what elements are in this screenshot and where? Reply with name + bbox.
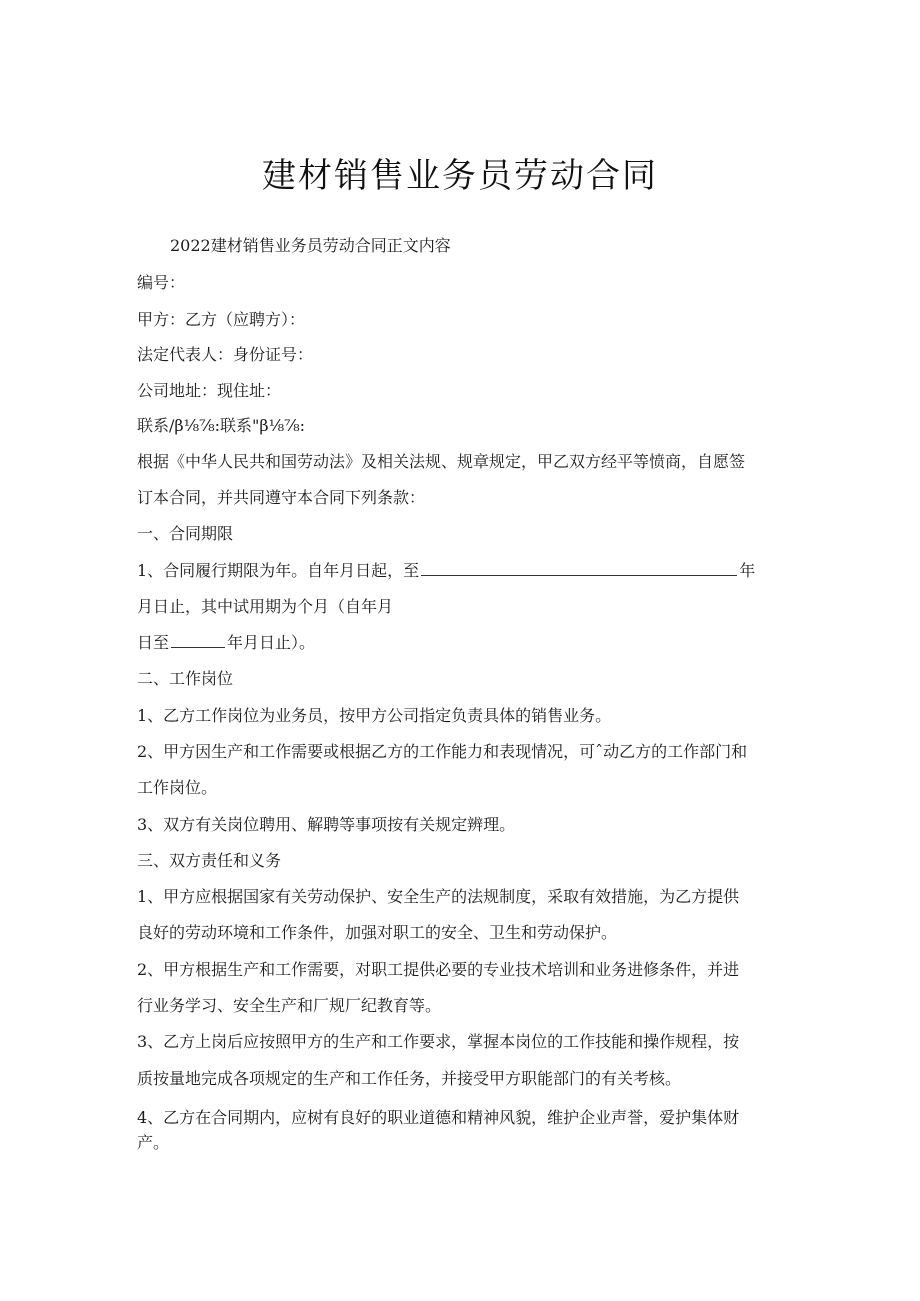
field-parties: 甲方：乙方（应聘方）： bbox=[137, 310, 306, 329]
section-3-item-4-line-1: 4、乙方在合同期内，应树有良好的职业道德和精神风貌，维护企业声誉，爱护集体财 bbox=[137, 1108, 740, 1127]
section-1-item-1-line-3-start: 日至 bbox=[137, 633, 170, 652]
section-3-heading: 三、双方责任和义务 bbox=[137, 851, 282, 870]
section-1-item-1-line-2: 月日止，其中试用期为个月（自年月 bbox=[137, 597, 394, 616]
section-3-item-3-line-2: 质按量地完成各项规定的生产和工作任务，并接受甲方职能部门的有关考核。 bbox=[137, 1069, 682, 1088]
field-representative-id: 法定代表人：身份证号： bbox=[137, 345, 314, 364]
section-3-item-4-line-2: 产。 bbox=[137, 1133, 170, 1152]
fill-blank-line bbox=[421, 561, 737, 576]
subtitle: 2022建材销售业务员劳动合同正文内容 bbox=[170, 236, 451, 255]
section-1-item-1-line-3 bbox=[137, 633, 787, 653]
section-3-item-2-line-2: 行业务学习、安全生产和厂规厂纪教育等。 bbox=[137, 996, 442, 1015]
field-contact: 联系/β⅛⅞:联系"β⅛⅞: bbox=[137, 416, 306, 435]
section-1-item-1-text: 1、合同履行期限为年。自年月日起，至 bbox=[137, 561, 420, 580]
section-3-item-1-line-1: 1、甲方应根据国家有关劳动保护、安全生产的法规制度，采取有效措施，为乙方提供 bbox=[137, 887, 740, 906]
field-number: 编号： bbox=[137, 273, 186, 292]
section-1-heading: 一、合同期限 bbox=[137, 524, 234, 543]
section-1-item-1-line-1 bbox=[137, 561, 787, 581]
fill-blank-line bbox=[171, 633, 225, 648]
section-3-item-2-line-1: 2、甲方根据生产和工作需要，对职工提供必要的专业技术培训和业务进修条件，并进 bbox=[137, 960, 740, 979]
section-2-item-2-line-2: 工作岗位。 bbox=[137, 778, 218, 797]
section-2-item-1: 1、乙方工作岗位为业务员，按甲方公司指定负责具体的销售业务。 bbox=[137, 706, 612, 725]
section-3-item-3-line-1: 3、乙方上岗后应按照甲方的生产和工作要求，掌握本岗位的工作技能和操作规程，按 bbox=[137, 1032, 740, 1051]
section-3-item-1-line-2: 良好的劳动环境和工作条件，加强对职工的安全、卫生和劳动保护。 bbox=[137, 923, 618, 942]
field-address: 公司地址：现住址： bbox=[137, 381, 282, 400]
section-2-item-2-line-1: 2、甲方因生产和工作需要或根据乙方的工作能力和表现情况，可ˆ动乙方的工作部门和 bbox=[137, 742, 748, 761]
section-1-item-1-suffix: 年 bbox=[739, 561, 756, 580]
preamble-line-2: 订本合同，并共同遵守本合同下列条款： bbox=[137, 488, 426, 507]
section-2-item-3: 3、双方有关岗位聘用、解聘等事项按有关规定辨理。 bbox=[137, 815, 516, 834]
document-title: 建材销售业务员劳动合同 bbox=[262, 156, 658, 196]
section-2-heading: 二、工作岗位 bbox=[137, 669, 234, 688]
section-1-item-1-line-3-end: 年月日止）。 bbox=[227, 633, 316, 652]
preamble-line-1: 根据《中华人民共和国劳动法》及相关法规、规章规定，甲乙双方经平等愤商，自愿签 bbox=[137, 452, 746, 471]
